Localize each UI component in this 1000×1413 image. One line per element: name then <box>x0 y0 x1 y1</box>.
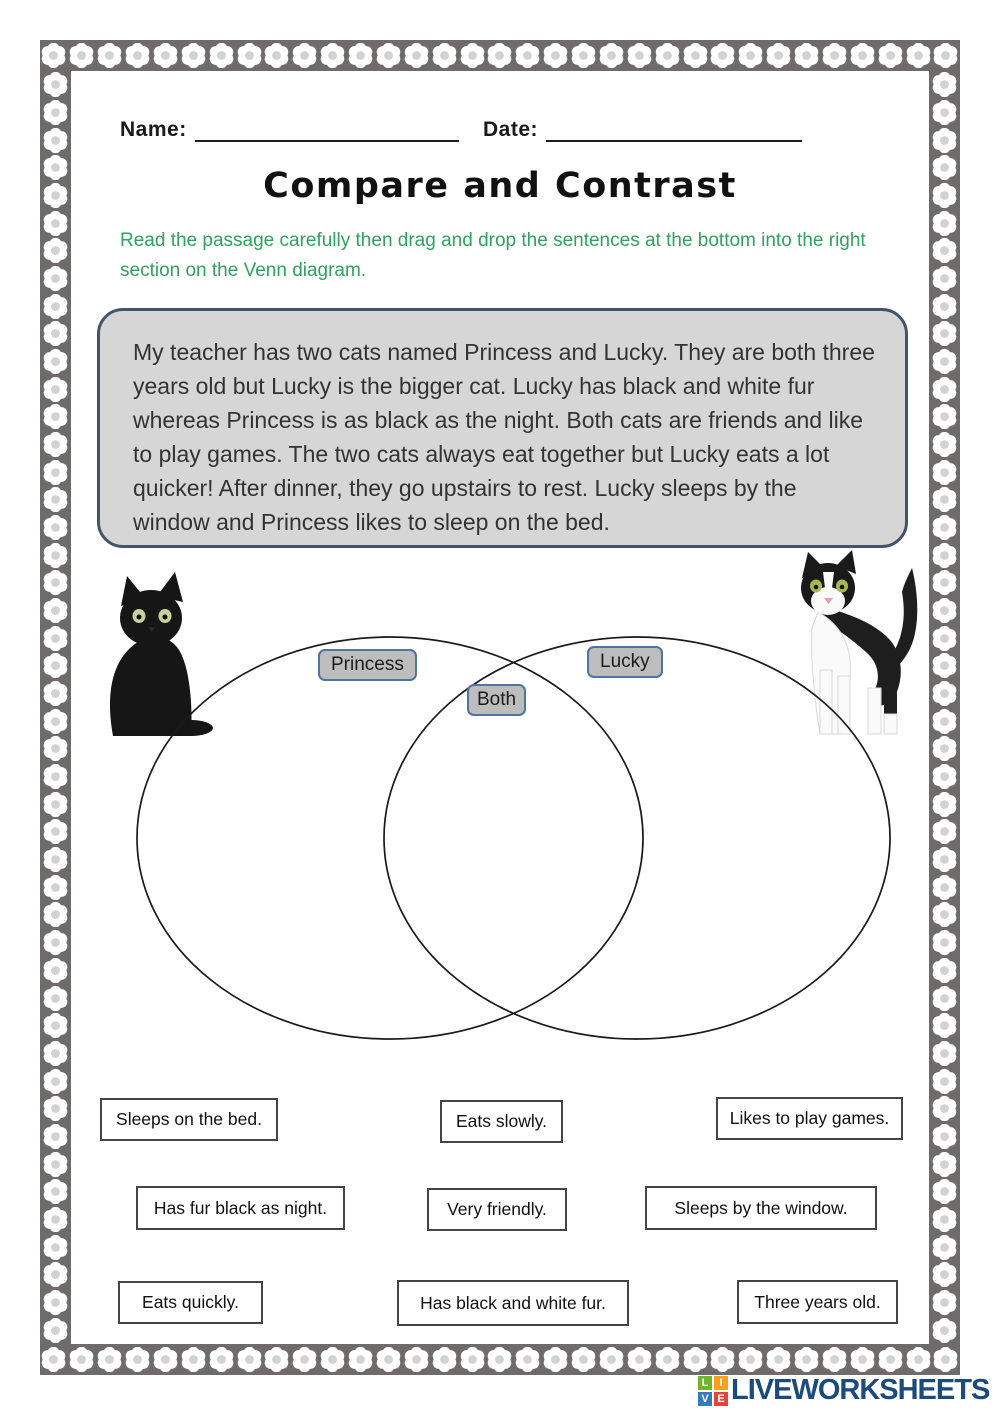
flower-ornament-icon <box>766 1347 791 1372</box>
flower-ornament-icon <box>599 43 624 68</box>
flower-ornament-icon <box>571 1347 596 1372</box>
flower-ornament-icon <box>43 681 68 706</box>
flower-ornament-icon <box>181 43 206 68</box>
flower-ornament-icon <box>43 847 68 872</box>
drag-sentence-very-friendly[interactable]: Very friendly. <box>427 1188 567 1231</box>
drag-sentence-eats-slowly[interactable]: Eats slowly. <box>440 1100 563 1143</box>
flower-ornament-icon <box>181 1347 206 1372</box>
flower-ornament-icon <box>932 764 957 789</box>
flower-ornament-icon <box>932 349 957 374</box>
flower-ornament-icon <box>292 1347 317 1372</box>
flower-ornament-icon <box>153 1347 178 1372</box>
passage-text: My teacher has two cats named Princess and Lucky. They are both three years old but Lucky is the bigger cat. Lucky has black and white fur whereas Princess is as black as the night. Both cats are friends and like to play games. The two cats always eat together but Lucky eats a lot quicker! After dinner, they go upstairs to rest. Lucky sleeps by the window and Princess likes to sleep on the bed. <box>133 339 875 535</box>
flower-ornament-icon <box>43 930 68 955</box>
flower-ornament-icon <box>932 1207 957 1232</box>
flower-ornament-icon <box>906 43 931 68</box>
flower-ornament-icon <box>822 43 847 68</box>
flower-ornament-icon <box>460 1347 485 1372</box>
flower-ornament-icon <box>932 1290 957 1315</box>
flower-ornament-icon <box>97 43 122 68</box>
flower-ornament-icon <box>655 1347 680 1372</box>
flower-ornament-icon <box>599 1347 624 1372</box>
flower-ornament-icon <box>460 43 485 68</box>
flower-ornament-icon <box>153 43 178 68</box>
flower-ornament-icon <box>932 958 957 983</box>
flower-ornament-icon <box>543 1347 568 1372</box>
flower-ornament-icon <box>348 43 373 68</box>
flower-ornament-icon <box>43 266 68 291</box>
flower-ornament-icon <box>43 792 68 817</box>
flower-ornament-icon <box>766 43 791 68</box>
flower-ornament-icon <box>43 128 68 153</box>
flower-ornament-icon <box>932 1013 957 1038</box>
flower-ornament-icon <box>571 43 596 68</box>
flower-ornament-icon <box>932 570 957 595</box>
passage-box <box>97 308 908 548</box>
flower-ornament-icon <box>348 1347 373 1372</box>
flower-ornament-icon <box>237 1347 262 1372</box>
flower-ornament-icon <box>515 43 540 68</box>
flower-ornament-icon <box>932 487 957 512</box>
flower-ornament-icon <box>404 43 429 68</box>
flower-ornament-icon <box>850 43 875 68</box>
flower-ornament-icon <box>125 1347 150 1372</box>
flower-ornament-icon <box>43 598 68 623</box>
flower-ornament-icon <box>932 1096 957 1121</box>
flower-ornament-icon <box>320 43 345 68</box>
flower-ornament-icon <box>43 902 68 927</box>
flower-ornament-icon <box>237 43 262 68</box>
flower-ornament-icon <box>43 875 68 900</box>
flower-ornament-icon <box>932 1152 957 1177</box>
logo-square-e: E <box>714 1392 728 1406</box>
flower-ornament-icon <box>43 764 68 789</box>
flower-ornament-icon <box>738 1347 763 1372</box>
flower-border-bottom <box>40 1344 960 1375</box>
flower-ornament-icon <box>43 1041 68 1066</box>
flower-ornament-icon <box>292 43 317 68</box>
flower-ornament-icon <box>932 681 957 706</box>
date-label: Date: <box>483 118 539 141</box>
flower-ornament-icon <box>932 321 957 346</box>
name-write-line <box>195 118 459 142</box>
drag-sentence-likes-play-games[interactable]: Likes to play games. <box>716 1097 903 1140</box>
flower-ornament-icon <box>43 1013 68 1038</box>
flower-ornament-icon <box>43 100 68 125</box>
flower-ornament-icon <box>43 321 68 346</box>
flower-ornament-icon <box>932 1235 957 1260</box>
flower-ornament-icon <box>906 1347 931 1372</box>
flower-ornament-icon <box>932 404 957 429</box>
flower-ornament-icon <box>932 1041 957 1066</box>
drag-sentence-sleeps-on-bed[interactable]: Sleeps on the bed. <box>100 1098 278 1141</box>
flower-ornament-icon <box>932 72 957 97</box>
flower-ornament-icon <box>97 1347 122 1372</box>
flower-ornament-icon <box>43 570 68 595</box>
flower-ornament-icon <box>932 294 957 319</box>
flower-ornament-icon <box>264 43 289 68</box>
drag-sentence-eats-quickly[interactable]: Eats quickly. <box>118 1281 263 1324</box>
flower-ornament-icon <box>43 709 68 734</box>
flower-ornament-icon <box>932 128 957 153</box>
flower-ornament-icon <box>932 1318 957 1343</box>
flower-ornament-icon <box>209 1347 234 1372</box>
flower-ornament-icon <box>627 43 652 68</box>
flower-ornament-icon <box>932 211 957 236</box>
flower-ornament-icon <box>69 1347 94 1372</box>
flower-ornament-icon <box>43 349 68 374</box>
flower-ornament-icon <box>487 43 512 68</box>
flower-ornament-icon <box>209 43 234 68</box>
flower-ornament-icon <box>932 736 957 761</box>
flower-ornament-icon <box>43 515 68 540</box>
flower-ornament-icon <box>43 1318 68 1343</box>
flower-ornament-icon <box>932 238 957 263</box>
page-title: Compare and Contrast <box>263 166 737 206</box>
flower-ornament-icon <box>932 847 957 872</box>
flower-ornament-icon <box>43 986 68 1011</box>
flower-ornament-icon <box>932 986 957 1011</box>
name-field-group <box>120 118 459 142</box>
flower-ornament-icon <box>932 875 957 900</box>
liveworksheets-logo[interactable] <box>698 1374 989 1407</box>
flower-ornament-icon <box>932 515 957 540</box>
flower-ornament-icon <box>794 43 819 68</box>
flower-ornament-icon <box>822 1347 847 1372</box>
flower-ornament-icon <box>933 43 958 68</box>
flower-ornament-icon <box>738 43 763 68</box>
flower-ornament-icon <box>43 1152 68 1177</box>
instructions-text: Read the passage carefully then drag and drop the sentences at the bottom into the right section on the Venn diagram. <box>120 230 866 282</box>
flower-ornament-icon <box>932 709 957 734</box>
flower-ornament-icon <box>43 626 68 651</box>
flower-ornament-icon <box>487 1347 512 1372</box>
venn-label-both: Both <box>467 684 526 716</box>
flower-ornament-icon <box>43 1179 68 1204</box>
flower-ornament-icon <box>43 819 68 844</box>
flower-ornament-icon <box>43 543 68 568</box>
flower-ornament-icon <box>932 432 957 457</box>
venn-left-circle[interactable] <box>137 637 643 1039</box>
flower-ornament-icon <box>376 43 401 68</box>
drag-sentence-fur-black-as-night[interactable]: Has fur black as night. <box>136 1186 345 1230</box>
flower-ornament-icon <box>932 930 957 955</box>
flower-ornament-icon <box>933 1347 958 1372</box>
flower-ornament-icon <box>432 1347 457 1372</box>
flower-ornament-icon <box>932 377 957 402</box>
flower-ornament-icon <box>932 1069 957 1094</box>
flower-ornament-icon <box>655 43 680 68</box>
flower-ornament-icon <box>878 43 903 68</box>
flower-ornament-icon <box>43 1262 68 1287</box>
flower-ornament-icon <box>543 43 568 68</box>
logo-square-l: L <box>698 1376 712 1390</box>
flower-ornament-icon <box>264 1347 289 1372</box>
flower-ornament-icon <box>69 43 94 68</box>
flower-ornament-icon <box>932 1179 957 1204</box>
flower-ornament-icon <box>41 1347 66 1372</box>
flower-ornament-icon <box>125 43 150 68</box>
flower-ornament-icon <box>43 1235 68 1260</box>
flower-ornament-icon <box>43 1207 68 1232</box>
name-label: Name: <box>120 118 187 141</box>
flower-ornament-icon <box>932 1262 957 1287</box>
flower-ornament-icon <box>43 1096 68 1121</box>
flower-ornament-icon <box>878 1347 903 1372</box>
flower-ornament-icon <box>376 1347 401 1372</box>
venn-right-circle[interactable] <box>384 637 890 1039</box>
flower-ornament-icon <box>932 598 957 623</box>
flower-ornament-icon <box>932 902 957 927</box>
flower-ornament-icon <box>43 211 68 236</box>
venn-label-lucky: Lucky <box>587 646 663 678</box>
date-field-group <box>483 118 802 142</box>
liveworksheets-logo-text: LIVEWORKSHEETS <box>731 1374 990 1406</box>
flower-ornament-icon <box>43 72 68 97</box>
flower-ornament-icon <box>932 626 957 651</box>
flower-ornament-icon <box>43 736 68 761</box>
flower-ornament-icon <box>794 1347 819 1372</box>
flower-ornament-icon <box>683 43 708 68</box>
date-write-line <box>546 118 802 142</box>
flower-ornament-icon <box>932 460 957 485</box>
venn-label-princess: Princess <box>318 649 417 681</box>
flower-ornament-icon <box>43 1069 68 1094</box>
flower-ornament-icon <box>515 1347 540 1372</box>
flower-ornament-icon <box>43 377 68 402</box>
flower-ornament-icon <box>43 432 68 457</box>
logo-square-v: V <box>698 1392 712 1406</box>
flower-ornament-icon <box>932 266 957 291</box>
flower-ornament-icon <box>432 43 457 68</box>
flower-ornament-icon <box>43 404 68 429</box>
drag-sentence-three-years-old[interactable]: Three years old. <box>737 1280 898 1324</box>
flower-ornament-icon <box>683 1347 708 1372</box>
flower-ornament-icon <box>710 1347 735 1372</box>
flower-ornament-icon <box>932 792 957 817</box>
flower-ornament-icon <box>43 487 68 512</box>
flower-ornament-icon <box>850 1347 875 1372</box>
flower-ornament-icon <box>43 958 68 983</box>
drag-sentence-black-white-fur[interactable]: Has black and white fur. <box>397 1280 629 1326</box>
flower-ornament-icon <box>43 1290 68 1315</box>
flower-ornament-icon <box>43 1124 68 1149</box>
flower-ornament-icon <box>627 1347 652 1372</box>
flower-ornament-icon <box>41 43 66 68</box>
flower-ornament-icon <box>932 819 957 844</box>
flower-ornament-icon <box>932 1124 957 1149</box>
liveworksheets-logo-icon <box>698 1376 728 1406</box>
flower-border-left <box>40 71 71 1344</box>
drag-sentence-sleeps-by-window[interactable]: Sleeps by the window. <box>645 1186 877 1230</box>
logo-square-i: I <box>714 1376 728 1390</box>
flower-ornament-icon <box>710 43 735 68</box>
flower-ornament-icon <box>404 1347 429 1372</box>
flower-ornament-icon <box>932 653 957 678</box>
flower-border-top <box>40 40 960 71</box>
flower-ornament-icon <box>320 1347 345 1372</box>
flower-ornament-icon <box>43 460 68 485</box>
flower-ornament-icon <box>43 653 68 678</box>
flower-ornament-icon <box>932 543 957 568</box>
flower-ornament-icon <box>932 100 957 125</box>
flower-ornament-icon <box>43 294 68 319</box>
flower-ornament-icon <box>43 238 68 263</box>
